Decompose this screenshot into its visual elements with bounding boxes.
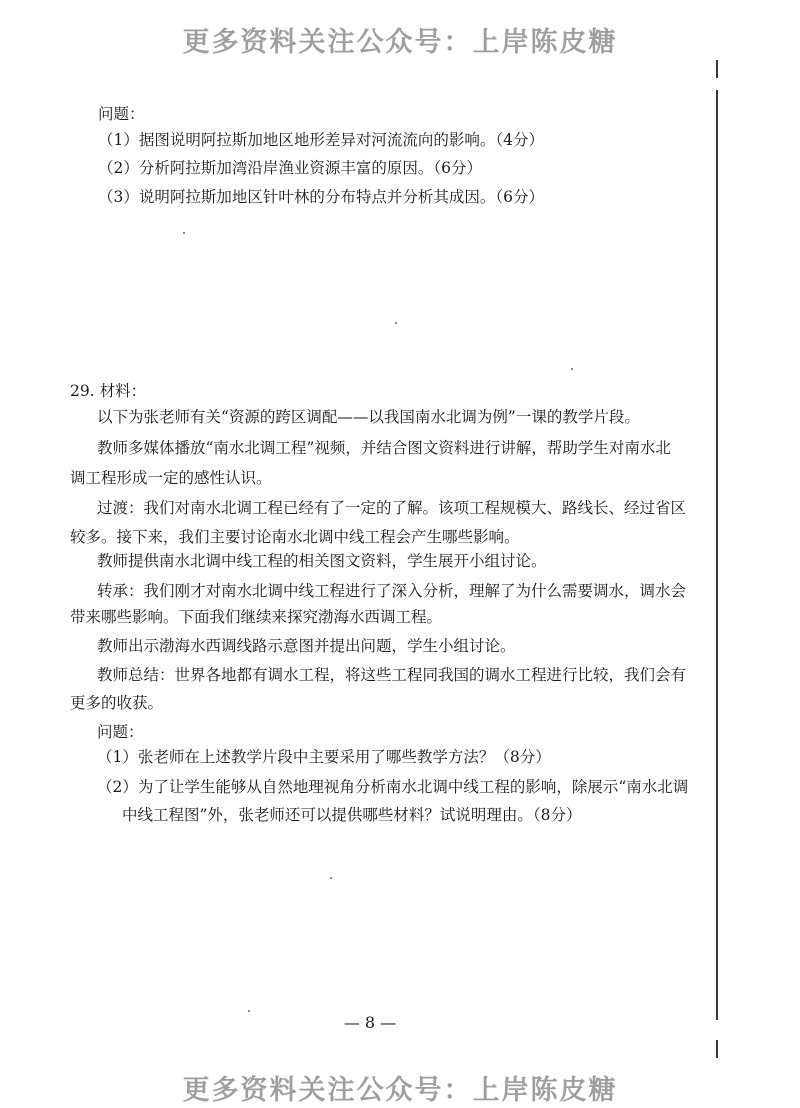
- q29-heading: 29. 材料：: [70, 382, 147, 400]
- watermark-top: 更多资料关注公众号：上岸陈皮糖: [182, 27, 618, 58]
- q28-item-1: （1）据图说明阿拉斯加地区地形差异对河流流向的影响。（4分）: [98, 131, 544, 149]
- q28-item-3: （3）说明阿拉斯加地区针叶林的分布特点并分析其成因。（6分）: [98, 188, 544, 206]
- q29-question-2-continued: 中线工程图”外，张老师还可以提供哪些材料？试说明理由。（8分）: [122, 806, 582, 824]
- q28-question-label: 问题：: [98, 105, 145, 123]
- q29-material-line: 教师提供南水北调中线工程的相关图文资料，学生展开小组讨论。: [97, 552, 547, 570]
- scan-edge-line: [716, 90, 718, 1020]
- q29-material-line: 过渡：我们对南水北调工程已经有了一定的了解。该项工程规模大、路线长、经过省区: [97, 499, 687, 517]
- q29-material-line: 教师总结：世界各地都有调水工程，将这些工程同我国的调水工程进行比较，我们会有: [97, 666, 687, 684]
- q29-material-line: 较多。接下来，我们主要讨论南水北调中线工程会产生哪些影响。: [70, 528, 520, 546]
- page-number: — 8 —: [343, 1013, 397, 1032]
- q29-question-1: （1）张老师在上述教学片段中主要采用了哪些教学方法？（8分）: [97, 748, 551, 766]
- q29-question-label: 问题：: [97, 723, 144, 741]
- scan-speck: [330, 877, 332, 879]
- q29-material-line: 转承：我们刚才对南水北调中线工程进行了深入分析，理解了为什么需要调水，调水会: [97, 582, 687, 600]
- q29-question-2: （2）为了让学生能够从自然地理视角分析南水北调中线工程的影响，除展示“南水北调: [97, 778, 689, 796]
- scan-speck: [571, 368, 573, 370]
- scan-speck: [248, 1010, 250, 1012]
- q29-material-line: 以下为张老师有关“资源的跨区调配——以我国南水北调为例”一课的教学片段。: [97, 408, 640, 426]
- q29-material-line: 调工程形成一定的感性认识。: [70, 469, 272, 487]
- q28-item-2: （2）分析阿拉斯加湾沿岸渔业资源丰富的原因。（6分）: [98, 159, 482, 177]
- scan-speck: [395, 322, 397, 324]
- q29-material-line: 教师多媒体播放“南水北调工程”视频，并结合图文资料进行讲解，帮助学生对南水北: [97, 439, 671, 457]
- scan-edge-mark: [716, 1040, 718, 1058]
- scan-edge-mark: [716, 60, 718, 78]
- q29-material-line: 带来哪些影响。下面我们继续来探究渤海水西调工程。: [70, 608, 443, 626]
- q29-material-line: 教师出示渤海水西调线路示意图并提出问题，学生小组讨论。: [97, 637, 516, 655]
- watermark-bottom: 更多资料关注公众号：上岸陈皮糖: [182, 1075, 618, 1106]
- q29-material-line: 更多的收获。: [70, 694, 164, 712]
- scan-speck: [183, 232, 185, 234]
